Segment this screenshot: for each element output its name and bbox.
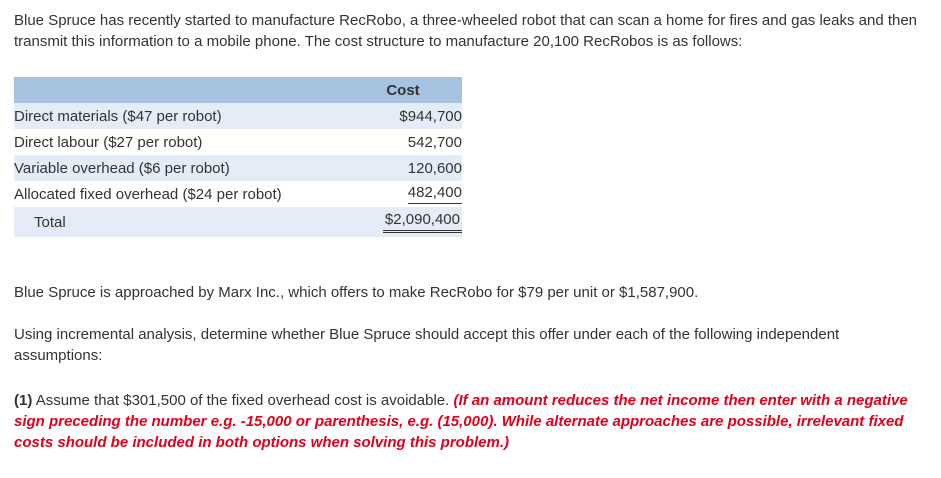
total-row [14, 207, 462, 237]
offer-paragraph: Blue Spruce is approached by Marx Inc., which offers to make RecRobo for $79 per unit or $1,587,900. [14, 284, 699, 301]
assumption-instruction: (If an amount reduces the net income then enter with a negative sign preceding the number e.g. -15,000 or parenthesis, e.g. (15,000). While alternate approaches are possible, irrelevant fixed costs should be included in both options when solving this problem.) [14, 392, 908, 451]
intro-paragraph: Blue Spruce has recently started to manufacture RecRobo, a three-wheeled robot that can scan a home for fires and gas leaks and then transmit this information to a mobile phone. The cost structure to manufacture 20,100 RecRobos is as follows: [14, 12, 918, 50]
assumption-paragraph [14, 390, 919, 453]
cost-table-header [14, 77, 462, 103]
row-label: Variable overhead ($6 per robot) [14, 155, 344, 181]
table-row [14, 181, 462, 207]
assumption-number: (1) [14, 392, 33, 409]
cost-table [14, 77, 462, 237]
row-value [344, 181, 462, 207]
table-row [14, 129, 462, 155]
row-label: Allocated fixed overhead ($24 per robot) [14, 181, 344, 207]
total-value-cell [344, 207, 462, 237]
total-value: $2,090,400 [383, 211, 462, 233]
header-blank [14, 77, 344, 103]
total-label: Total [14, 207, 344, 237]
table-row [14, 103, 462, 129]
cost-column-header: Cost [344, 77, 462, 103]
question-paragraph: Using incremental analysis, determine whether Blue Spruce should accept this offer under each of the following independent assumptions: [14, 326, 840, 364]
row-label: Direct labour ($27 per robot) [14, 129, 344, 155]
row-value: $944,700 [344, 103, 462, 129]
row-value: 542,700 [344, 129, 462, 155]
table-row [14, 155, 462, 181]
row-value: 120,600 [344, 155, 462, 181]
underlined-value: 482,400 [408, 184, 462, 204]
assumption-text: Assume that $301,500 of the fixed overhead cost is avoidable. [35, 392, 450, 409]
row-label: Direct materials ($47 per robot) [14, 103, 344, 129]
